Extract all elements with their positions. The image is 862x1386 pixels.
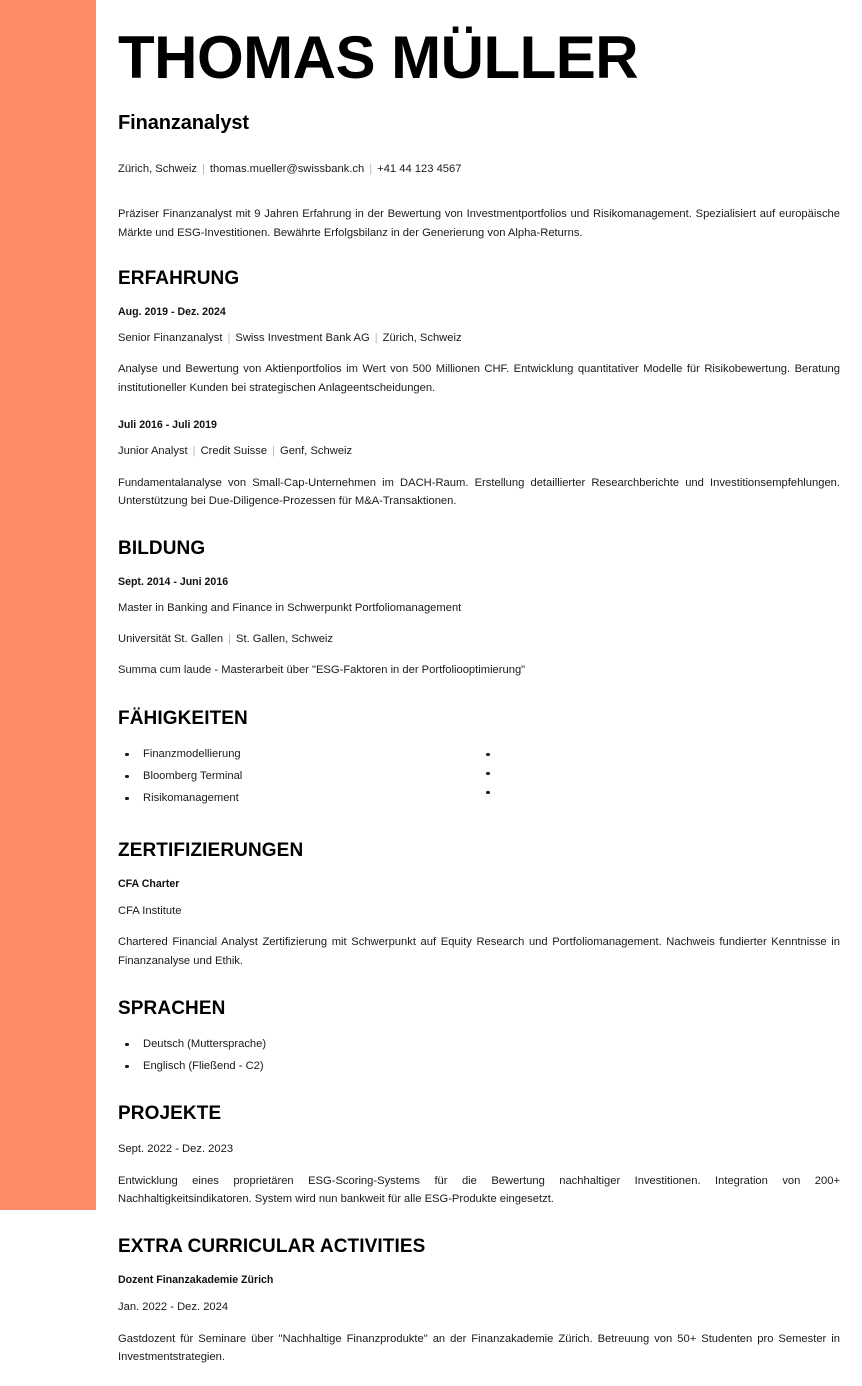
- certification-name: CFA Charter: [118, 877, 180, 890]
- list-item: Finanzmodellierung: [118, 746, 479, 763]
- section-title-education: BILDUNG: [118, 537, 206, 559]
- education-institution-location: St. Gallen, Schweiz: [236, 632, 334, 645]
- section-title-experience: ERFAHRUNG: [118, 267, 240, 289]
- list-item: [479, 746, 840, 760]
- languages-list: [118, 1036, 840, 1075]
- section-education: [118, 538, 840, 680]
- section-extra-curricular: [118, 1236, 840, 1366]
- education-note: Summa cum laude - Masterarbeit über "ESG-Faktoren in der Portfoliooptimierung": [118, 664, 526, 677]
- professional-summary: Präziser Finanzanalyst mit 9 Jahren Erfahrung in der Bewertung von Investmentportfolios und Risikomanagement. Spezialisiert auf europäische Märkte und ESG-Investitionen. Bewährte Erfolgsbilanz in der Generierung von Alpha-Returns.: [118, 208, 840, 239]
- meta-separator-2: |: [374, 331, 378, 344]
- contact-email[interactable]: thomas.mueller@swissbank.ch: [209, 162, 365, 175]
- project-description: Entwicklung eines proprietären ESG-Scoring-Systems für die Bewertung nachhaltiger Investitionen. Integration von 200+ Nachhaltigkeitsindikatoren. System wird nun bankweit für alle ESG-Produkte eingesetzt.: [118, 1174, 840, 1205]
- list-item: Risikomanagement: [118, 790, 479, 807]
- education-institution: [118, 631, 840, 648]
- skills-columns: [118, 746, 840, 812]
- extra-curricular-entry: [118, 1274, 840, 1366]
- project-entry: [118, 1141, 840, 1208]
- experience-company: Swiss Investment Bank AG: [235, 331, 370, 344]
- skills-list-right: [479, 746, 840, 798]
- section-projects: [118, 1103, 840, 1208]
- section-languages: [118, 998, 840, 1075]
- certification-description: Chartered Financial Analyst Zertifizierung mit Schwerpunkt auf Equity Research und Portfoliomanagement. Nachweis fundierter Kenntnisse in Finanzanalyse und Ethik.: [118, 936, 840, 967]
- experience-date: Juli 2016 - Juli 2019: [118, 418, 217, 431]
- meta-separator-1: |: [228, 632, 231, 645]
- list-item: Deutsch (Muttersprache): [118, 1036, 840, 1053]
- experience-description: Analyse und Bewertung von Aktienportfolios im Wert von 500 Millionen CHF. Entwicklung quantitativer Modelle für Risikobewertung. Beratung institutioneller Kunden bei strategischen Anlageentscheidungen.: [118, 363, 840, 394]
- section-title-extra-curricular: EXTRA CURRICULAR ACTIVITIES: [118, 1235, 426, 1257]
- section-title-projects: PROJEKTE: [118, 1102, 222, 1124]
- experience-meta: [118, 443, 840, 460]
- skills-list-left: [118, 746, 479, 807]
- contact-location: Zürich, Schweiz: [118, 162, 197, 175]
- project-date: Sept. 2022 - Dez. 2023: [118, 1142, 234, 1155]
- experience-entry: [118, 419, 840, 510]
- contact-phone[interactable]: +41 44 123 4567: [377, 162, 462, 175]
- education-date: Sept. 2014 - Juni 2016: [118, 575, 229, 588]
- education-institution-name: Universität St. Gallen: [118, 632, 224, 645]
- extra-curricular-date: Jan. 2022 - Dez. 2024: [118, 1300, 229, 1313]
- education-degree: Master in Banking and Finance in Schwerpunkt Portfoliomanagement: [118, 601, 462, 614]
- experience-meta: [118, 330, 840, 347]
- list-item: [479, 765, 840, 779]
- experience-role: Senior Finanzanalyst: [118, 331, 223, 344]
- skills-column-right: [479, 746, 840, 812]
- resume-content: [118, 0, 840, 1386]
- certification-issuer: CFA Institute: [118, 904, 182, 917]
- accent-sidebar-bar: [0, 0, 96, 1210]
- experience-company: Credit Suisse: [200, 444, 268, 457]
- experience-role: Junior Analyst: [118, 444, 188, 457]
- candidate-job-title: Finanzanalyst: [118, 111, 249, 134]
- section-title-skills: FÄHIGKEITEN: [118, 707, 248, 729]
- candidate-name: THOMAS MÜLLER: [118, 24, 639, 91]
- list-item: Bloomberg Terminal: [118, 768, 479, 785]
- section-certifications: [118, 840, 840, 970]
- section-skills: [118, 708, 840, 812]
- experience-description: Fundamentalanalyse von Small-Cap-Unternehmen im DACH-Raum. Erstellung detaillierter Researchberichte und Investitionsempfehlungen. Unterstützung bei Due-Diligence-Prozessen für M&A-Transaktionen.: [118, 476, 840, 507]
- certification-entry: [118, 878, 840, 970]
- experience-location: Zürich, Schweiz: [382, 331, 462, 344]
- section-title-languages: SPRACHEN: [118, 997, 226, 1019]
- meta-separator-1: |: [192, 444, 196, 457]
- list-item: Englisch (Fließend - C2): [118, 1058, 840, 1075]
- skills-column-left: [118, 746, 479, 812]
- education-entry: [118, 576, 840, 680]
- experience-date: Aug. 2019 - Dez. 2024: [118, 305, 226, 318]
- extra-curricular-name: Dozent Finanzakademie Zürich: [118, 1273, 274, 1286]
- extra-curricular-description: Gastdozent für Seminare über "Nachhaltige Finanzprodukte" an der Finanzakademie Zürich. Betreuung von 50+ Studenten pro Semester in Investmentstrategien.: [118, 1332, 840, 1363]
- contact-line: [118, 161, 840, 178]
- contact-separator-1: |: [201, 162, 205, 175]
- meta-separator-1: |: [227, 331, 231, 344]
- meta-separator-2: |: [272, 444, 275, 457]
- experience-entry: [118, 306, 840, 397]
- section-experience: [118, 268, 840, 510]
- list-item: [479, 784, 840, 798]
- section-title-certifications: ZERTIFIZIERUNGEN: [118, 839, 304, 861]
- contact-separator-2: |: [369, 162, 373, 175]
- experience-location: Genf, Schweiz: [280, 444, 353, 457]
